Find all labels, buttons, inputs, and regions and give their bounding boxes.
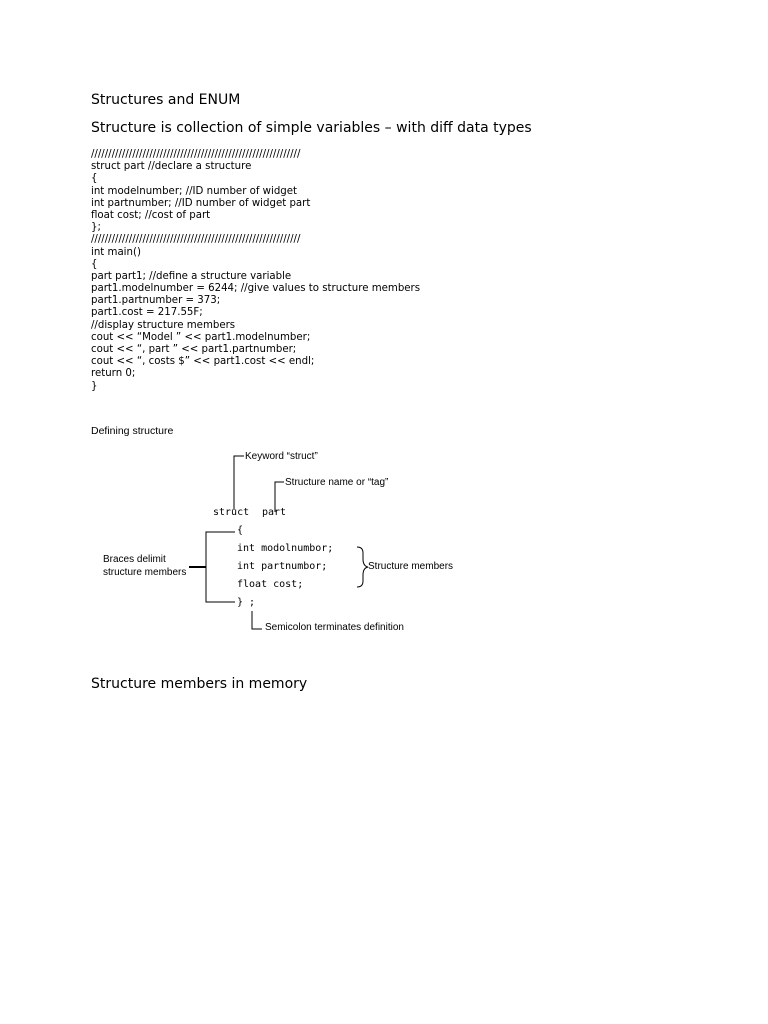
figure-caption: Defining structure [91, 425, 174, 437]
code-line: struct part //declare a structure [91, 161, 252, 173]
code-line: cout << “, part ” << part1.partnumber; [91, 344, 297, 355]
struct-definition-diagram [0, 440, 768, 650]
structure-members-label: Structure members [368, 561, 454, 572]
page-subtitle: Structure is collection of simple variables – with diff data types [91, 120, 532, 136]
section-heading-memory: Structure members in memory [91, 676, 308, 692]
member-line: int partnumbor; [237, 561, 328, 572]
code-line: float cost; //cost of part [91, 209, 211, 221]
braces-bracket [206, 532, 235, 602]
diagram-lines [0, 440, 768, 650]
struct-keyword: struct [213, 507, 250, 518]
code-line: ///////////////////////////////////////////////////////////// [91, 234, 301, 246]
code-line: int modelnumber; //ID number of widget [91, 185, 298, 197]
code-listing [91, 149, 420, 393]
semicolon-leader-line [252, 611, 262, 629]
code-line: { [91, 258, 98, 270]
structure-tag-label: Structure name or “tag” [285, 477, 389, 488]
code-line: int main() [91, 246, 141, 258]
struct-name: part [262, 507, 287, 518]
member-line: int modolnumbor; [237, 543, 334, 554]
code-line: part1.partnumber = 373; [91, 295, 221, 307]
semicolon-label: Semicolon terminates definition [265, 622, 404, 633]
open-brace: { [237, 525, 244, 536]
code-line: cout << “Model ” << part1.modelnumber; [91, 331, 311, 343]
braces-label-line2: structure members [103, 567, 187, 578]
code-line: } [91, 380, 98, 392]
code-line: part part1; //define a structure variable [91, 270, 292, 282]
code-line: ///////////////////////////////////////////////////////////// [91, 149, 301, 160]
code-line: }; [91, 222, 101, 234]
code-line: { [91, 173, 98, 185]
keyword-leader-line [234, 456, 244, 510]
close-brace: } ; [237, 597, 256, 608]
code-line: part1.cost = 217.55F; [91, 307, 203, 319]
code-line: part1.modelnumber = 6244; //give values to structure members [91, 283, 421, 295]
page-title: Structures and ENUM [91, 92, 241, 108]
code-line: int partnumber; //ID number of widget part [91, 197, 311, 209]
member-line: float cost; [237, 579, 304, 590]
code-line: return 0; [91, 368, 136, 380]
members-curly-brace [357, 547, 368, 587]
code-line: //display structure members [91, 319, 236, 331]
code-line: cout << “, costs $” << part1.cost << endl; [91, 356, 315, 368]
keyword-struct-label: Keyword “struct” [245, 451, 318, 462]
braces-label-line1: Braces delimit [103, 554, 166, 565]
